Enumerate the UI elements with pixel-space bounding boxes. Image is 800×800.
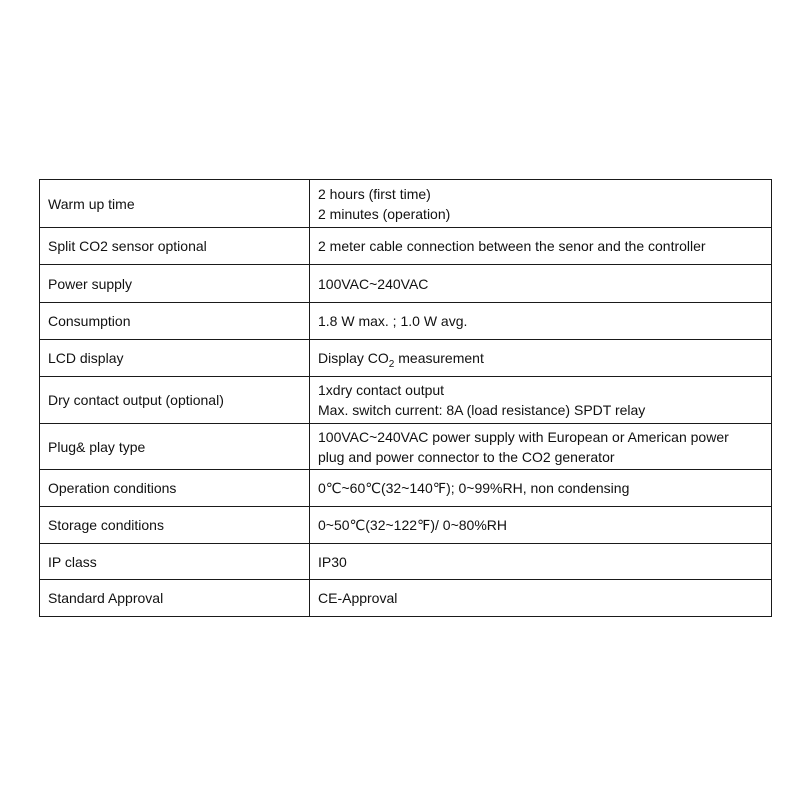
- row-label: Dry contact output (optional): [40, 377, 310, 424]
- table-row: [40, 424, 772, 470]
- value-line: 2 meter cable connection between the senor and the controller: [318, 238, 706, 254]
- value-line: 1xdry contact output: [318, 382, 445, 398]
- row-value: [310, 265, 772, 303]
- row-value: [310, 544, 772, 580]
- value-line: 0~50℃(32~122℉)/ 0~80%RH: [318, 517, 507, 533]
- table-row: [40, 228, 772, 265]
- value-line: 100VAC~240VAC power supply with European or American power: [318, 428, 729, 445]
- value-suffix: measurement: [394, 350, 484, 366]
- table-row: [40, 470, 772, 507]
- row-value: [310, 303, 772, 340]
- row-value: [310, 424, 772, 470]
- table-row: [40, 303, 772, 340]
- table-row: [40, 340, 772, 377]
- value-line: 100VAC~240VAC: [318, 275, 429, 292]
- table-row: [40, 580, 772, 617]
- row-label: Storage conditions: [40, 507, 310, 544]
- table-row: [40, 377, 772, 424]
- value-line: 2 minutes (operation): [318, 205, 451, 222]
- row-label: Consumption: [40, 303, 310, 340]
- value-line: IP30: [318, 553, 347, 570]
- value-line: CE-Approval: [318, 590, 398, 606]
- value-line: 0℃~60℃(32~140℉); 0~99%RH, non condensing: [318, 480, 630, 496]
- table-row: [40, 544, 772, 580]
- value-subscript: 2: [388, 358, 395, 370]
- value-line: Max. switch current: 8A (load resistance) SPDT relay: [318, 402, 646, 418]
- row-value: [310, 228, 772, 265]
- table-row: [40, 507, 772, 544]
- table-row: [40, 265, 772, 303]
- spec-table: [39, 179, 772, 617]
- row-value: [310, 340, 772, 377]
- row-label: Operation conditions: [40, 470, 310, 507]
- row-label: Warm up time: [40, 180, 310, 228]
- row-label: Plug& play type: [40, 424, 310, 470]
- value-line: 2 hours (first time): [318, 185, 431, 202]
- row-value: [310, 180, 772, 228]
- value-line: 1.8 W max. ; 1.0 W avg.: [318, 313, 468, 329]
- row-value: [310, 470, 772, 507]
- row-label: Split CO2 sensor optional: [40, 228, 310, 265]
- row-value: [310, 507, 772, 544]
- table-row: [40, 180, 772, 228]
- row-label: Standard Approval: [40, 580, 310, 617]
- row-label: Power supply: [40, 265, 310, 303]
- row-label: IP class: [40, 544, 310, 580]
- value-line: plug and power connector to the CO2 generator: [318, 448, 615, 465]
- row-value: [310, 580, 772, 617]
- value-prefix: Display CO: [318, 350, 389, 366]
- row-value: [310, 377, 772, 424]
- row-label: LCD display: [40, 340, 310, 377]
